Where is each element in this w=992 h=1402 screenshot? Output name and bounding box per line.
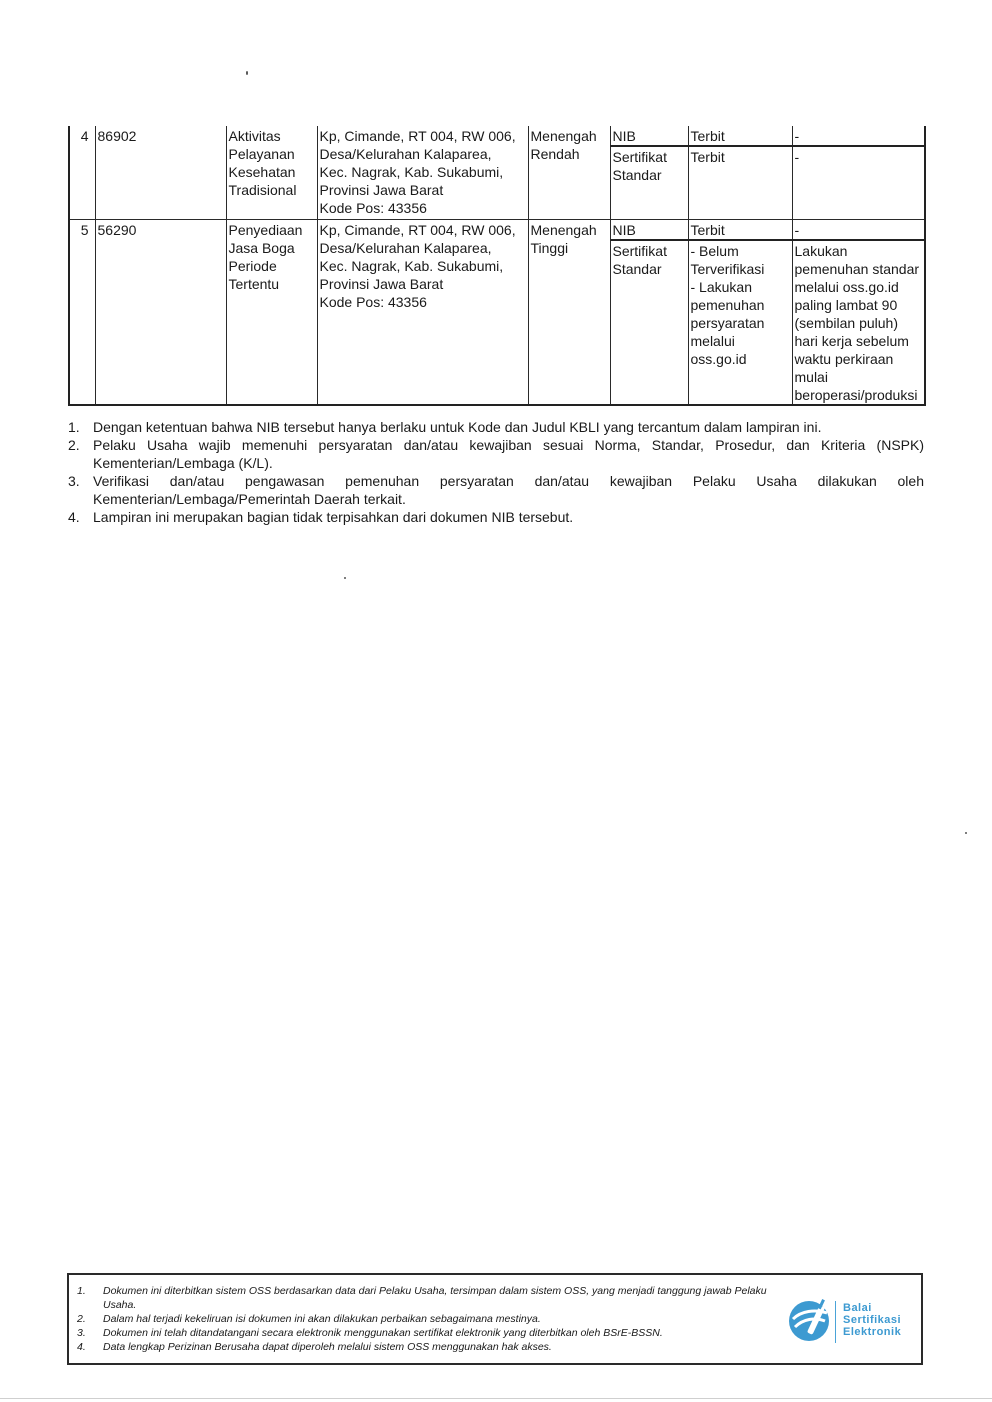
kbli-title [226, 219, 317, 405]
kbli-code: 86902 [95, 126, 226, 219]
kbli-title-line: Kesehatan [228, 164, 296, 180]
permit-status-line: oss.go.id [690, 350, 747, 367]
permit-jenis-line: Sertifikat [612, 242, 667, 259]
kbli-title-line: Penyediaan [228, 221, 303, 238]
permit-keterangan-line: - [794, 221, 800, 238]
permit-status-line: Terbit [690, 221, 725, 238]
kbli-title-line: Periode [228, 257, 277, 274]
location-line: Kec. Nagrak, Kab. Sukabumi, [319, 257, 504, 274]
permit-jenis-line: Sertifikat [612, 149, 667, 165]
location-line: Kode Pos: 43356 [319, 293, 427, 310]
location-line: Desa/Kelurahan Kalaparea, [319, 146, 492, 162]
kbli-title-line: Aktivitas [228, 128, 281, 144]
note-number: 2. [68, 437, 80, 453]
location-line: Kec. Nagrak, Kab. Sukabumi, [319, 164, 504, 180]
note-text: Lampiran ini merupakan bagian tidak terpisahkan dari dokumen NIB tersebut. [93, 509, 574, 525]
kbli-title-line: Tradisional [228, 182, 297, 198]
risk-line: Rendah [530, 146, 580, 162]
logo-text-line: Elektronik [843, 1326, 902, 1338]
permit-status-line: Terbit [690, 149, 725, 165]
scan-speck [965, 832, 967, 834]
table-row [69, 219, 925, 240]
permit-status-line: - Belum [690, 242, 739, 259]
permit-status-line: persyaratan [690, 314, 765, 331]
permit-jenis [610, 126, 688, 146]
bsre-logo-icon [787, 1297, 833, 1345]
location-line: Provinsi Jawa Barat [319, 275, 444, 292]
location-line: Kp, Cimande, RT 004, RW 006, [319, 128, 516, 144]
row-number: 5 [69, 219, 95, 405]
permit-keterangan-line: - [794, 149, 800, 165]
risk-line: Menengah [530, 128, 597, 144]
footer-note-item [77, 1312, 787, 1326]
permit-keterangan [792, 219, 925, 240]
note-number: 4. [68, 509, 80, 525]
permit-keterangan-line: beroperasi/produksi [794, 386, 918, 403]
permit-keterangan-line: paling lambat 90 [794, 296, 898, 313]
permit-jenis [610, 219, 688, 240]
kbli-code: 56290 [95, 219, 226, 405]
bsre-logo-text [843, 1302, 901, 1338]
risk-line: Menengah [530, 221, 597, 238]
permit-status-line: pemenuhan [690, 296, 765, 313]
kbli-title-line: Pelayanan [228, 146, 295, 162]
footer-note-text: Dalam hal terjadi kekeliruan isi dokumen ini akan dilakukan perbaikan sebagaimana mestinya. [103, 1313, 541, 1325]
permit-status [688, 146, 792, 219]
permit-status-line: Terverifikasi [690, 260, 765, 277]
permit-status [688, 240, 792, 405]
note-text: Dengan ketentuan bahwa NIB tersebut hanya berlaku untuk Kode dan Judul KBLI yang tercantum dalam lampiran ini. [93, 419, 822, 435]
permit-status-line: - Lakukan [690, 278, 752, 295]
permit-status-line: Terbit [690, 128, 725, 144]
scan-speck [246, 71, 248, 75]
note-item [68, 472, 924, 508]
permit-jenis-line: Standar [612, 260, 662, 277]
footer-notes [77, 1284, 787, 1354]
footer-note-number: 2. [77, 1313, 86, 1325]
footer-box [67, 1273, 923, 1365]
footer-note-number: 4. [77, 1341, 86, 1353]
permit-keterangan-line: mulai [794, 368, 828, 385]
location-line: Provinsi Jawa Barat [319, 182, 444, 198]
kbli-table [68, 126, 926, 406]
permit-keterangan-line: (sembilan puluh) [794, 314, 898, 331]
location-line: Desa/Kelurahan Kalaparea, [319, 239, 492, 256]
note-number: 1. [68, 419, 80, 435]
permit-keterangan [792, 126, 925, 146]
footer-note-item [77, 1284, 787, 1312]
note-number: 3. [68, 473, 80, 489]
note-text: Verifikasi dan/atau pengawasan pemenuhan persyaratan dan/atau kewajiban Pelaku Usaha dilakukan oleh Kementerian/Lembaga/Pemerintah Daerah terkait. [93, 473, 924, 507]
scan-speck [344, 577, 346, 579]
footer-note-number: 3. [77, 1327, 86, 1339]
bsre-logo [787, 1297, 917, 1349]
permit-status [688, 126, 792, 146]
row-number: 4 [69, 126, 95, 219]
risk-level [528, 219, 610, 405]
kbli-title-line: Jasa Boga [228, 239, 295, 256]
permit-keterangan-line: waktu perkiraan [794, 350, 894, 367]
permit-keterangan-line: pemenuhan standar [794, 260, 920, 277]
permit-keterangan-line: - [794, 128, 800, 144]
page-bottom-edge [0, 1398, 992, 1399]
permit-keterangan [792, 146, 925, 219]
permit-status-line: melalui [690, 332, 735, 349]
permit-jenis-line: NIB [612, 221, 636, 238]
permit-jenis [610, 146, 688, 219]
risk-level [528, 126, 610, 219]
footer-note-text: Dokumen ini diterbitkan sistem OSS berdasarkan data dari Pelaku Usaha, tersimpan dalam sistem OSS, yang menjadi tanggung jawab Pelaku Usaha. [103, 1285, 767, 1311]
kbli-title [226, 126, 317, 219]
footer-note-item [77, 1326, 787, 1340]
notes-list [68, 418, 924, 526]
logo-text-line: Balai [843, 1302, 872, 1314]
permit-keterangan-line: Lakukan [794, 242, 848, 259]
logo-text-line: Sertifikasi [843, 1314, 902, 1326]
footer-note-text: Dokumen ini telah ditandatangani secara elektronik menggunakan sertifikat elektronik yang diterbitkan oleh BSrE-BSSN. [103, 1327, 663, 1339]
note-item [68, 508, 924, 526]
permit-keterangan [792, 240, 925, 405]
footer-note-text: Data lengkap Perizinan Berusaha dapat diperoleh melalui sistem OSS menggunakan hak akses. [103, 1341, 552, 1353]
note-item [68, 436, 924, 472]
permit-status [688, 219, 792, 240]
permit-jenis [610, 240, 688, 405]
location-line: Kode Pos: 43356 [319, 200, 427, 216]
location-line: Kp, Cimande, RT 004, RW 006, [319, 221, 516, 238]
business-location [317, 126, 528, 219]
note-item [68, 418, 924, 436]
business-location [317, 219, 528, 405]
note-text: Pelaku Usaha wajib memenuhi persyaratan dan/atau kewajiban sesuai Norma, Standar, Prosedur, dan Kriteria (NSPK) Kementerian/Lembaga (K/L). [93, 437, 924, 471]
footer-note-number: 1. [77, 1285, 86, 1297]
permit-keterangan-line: melalui oss.go.id [794, 278, 899, 295]
risk-line: Tinggi [530, 239, 569, 256]
permit-jenis-line: NIB [612, 128, 636, 144]
permit-keterangan-line: hari kerja sebelum [794, 332, 909, 349]
logo-divider [835, 1301, 836, 1343]
permit-jenis-line: Standar [612, 167, 662, 183]
table-row [69, 126, 925, 146]
footer-note-item [77, 1340, 787, 1354]
kbli-title-line: Tertentu [228, 275, 280, 292]
